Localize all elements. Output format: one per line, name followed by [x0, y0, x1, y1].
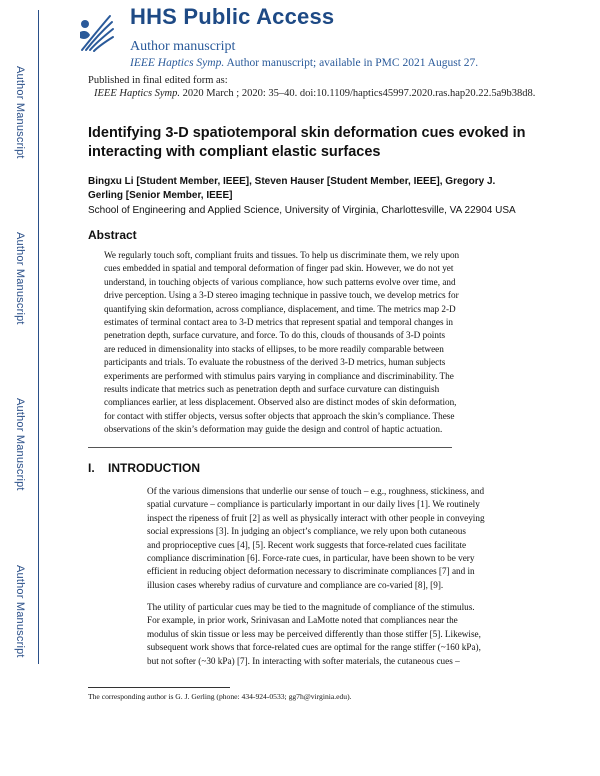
paragraph-line: social expressions [3]. In judging an object’s compliance, we rely upon both cutaneous	[147, 526, 466, 537]
introduction-paragraph-1	[147, 485, 527, 592]
paragraph-line: inspect the ripeness of fruit [2] as well as physically interact with other people in conveying	[147, 512, 485, 523]
citation-details: 2020 March ; 2020: 35–40. doi:10.1109/haptics45997.2020.ras.hap20.22.5a9b38d8.	[180, 88, 536, 99]
section-number: I.	[88, 461, 95, 475]
citation-line	[94, 88, 535, 99]
hhs-public-access-title: HHS Public Access	[130, 4, 335, 29]
footnote-rule	[88, 687, 230, 688]
abstract-line: We regularly touch soft, compliant fruits and tissues. To help us discriminate them, we rely upon	[104, 250, 460, 260]
published-in-line: Published in final edited form as:	[88, 75, 228, 86]
availability-text: Author manuscript; available in PMC 2021 August 27.	[224, 57, 479, 69]
paragraph-line: modulus of skin tissue or less may be perceived differently than those stiffer [5]. Likewise,	[147, 628, 481, 639]
abstract-line: cues embedded in spatial and temporal deformation of finger pad skin. However, we do not yet	[104, 263, 454, 274]
paragraph-line: Of the various dimensions that underlie our sense of touch – e.g., roughness, stickiness, and	[147, 486, 485, 496]
left-margin-rule	[38, 10, 39, 664]
abstract-line: drive perception. Using a 3-D stereo imaging technique in passive touch, we develop metrics for	[104, 290, 459, 301]
paragraph-line: subsequent work shows that force-related cues are optimal for the range stiffer (~160 kPa),	[147, 642, 481, 653]
side-label-author-manuscript: Author Manuscript	[14, 565, 26, 658]
abstract-heading: Abstract	[88, 228, 137, 242]
section-divider	[88, 447, 452, 448]
paragraph-line: but not softer (~30 kPa) [7]. In interacting with softer materials, the cutaneous cues –	[147, 655, 460, 666]
paragraph-line: For example, in prior work, Srinivasan and LaMotte noted that compliances near the	[147, 615, 458, 626]
section-title: INTRODUCTION	[108, 461, 200, 475]
paragraph-line: compliance discrimination [6]. Force-rate cues, in particular, have been shown to be very	[147, 553, 475, 564]
journal-availability-line	[130, 57, 478, 69]
paragraph-line: spatial curvature – compliance is particularly important in our daily lives [1]. We routinely	[147, 499, 480, 510]
author-manuscript-subtitle: Author manuscript	[130, 39, 236, 54]
hhs-eagle-logo-icon	[76, 10, 116, 56]
abstract-line: results indicate that metrics such as penetration depth and surface curvature can distinguish	[104, 384, 440, 395]
side-label-author-manuscript: Author Manuscript	[14, 66, 26, 159]
journal-name: IEEE Haptics Symp.	[130, 57, 225, 69]
abstract-body	[104, 249, 522, 437]
abstract-line: experiments are performed with stimulus pairs varying in compliance and discriminability. The	[104, 370, 454, 381]
citation-journal: IEEE Haptics Symp.	[94, 88, 181, 99]
introduction-heading	[88, 461, 200, 475]
paragraph-line: efficient in reducing object deformation necessary to discriminate compliances [7] and in	[147, 566, 475, 577]
paper-title: Identifying 3-D spatiotemporal skin deformation cues evoked in interacting with compliant elastic surfaces	[88, 125, 526, 160]
abstract-line: understand, in touching objects of various compliance, how such patterns evolve over time, and	[104, 276, 456, 287]
abstract-line: participants and trials. To evaluate the robustness of the derived 3-D metrics, human subjects	[104, 357, 446, 368]
corresponding-author-footnote: The corresponding author is G. J. Gerling (phone: 434-924-0533; gg7h@virginia.edu).	[88, 692, 352, 701]
paragraph-line: The utility of particular cues may be tied to the magnitude of compliance of the stimulus.	[147, 602, 475, 612]
abstract-line: estimates of terminal contact area to 3-D metrics that represent spatial and temporal changes in	[104, 317, 453, 328]
paragraph-line: and proprioceptive cues [4], [5]. Recent work suggests that force-related cues facilitate	[147, 539, 467, 550]
author-affiliation: School of Engineering and Applied Science, University of Virginia, Charlottesville, VA 22904 USA	[88, 205, 516, 216]
abstract-line: compliances earlier, at less displacement. Observed also are distinct modes of skin deformation,	[104, 397, 457, 408]
side-label-author-manuscript: Author Manuscript	[14, 232, 26, 325]
side-label-author-manuscript: Author Manuscript	[14, 398, 26, 491]
paragraph-line: illusion cases whereby radius of curvature and compliance are co-varied [8], [9].	[147, 579, 444, 590]
abstract-line: observations of the skin’s deformation may guide the design and control of haptic actuation.	[104, 424, 443, 435]
abstract-line: are reduced in dimensionality into stacks of ellipses, to be more readily comparable between	[104, 343, 444, 354]
paper-authors: Bingxu Li [Student Member, IEEE], Steven Hauser [Student Member, IEEE], Gregory J. Gerling [Senior Member, IEEE]	[88, 176, 496, 201]
abstract-line: for contact with stiffer objects, versus softer objects that approach the skin’s compliance. These	[104, 410, 455, 421]
abstract-line: quantifying skin deformation, across compliance, displacement, and time. The metrics map 2-D	[104, 303, 456, 314]
introduction-paragraph-2	[147, 601, 527, 668]
abstract-line: penetration depth, surface curvature, and force. To do this, clouds of thousands of 3-D points	[104, 330, 446, 341]
